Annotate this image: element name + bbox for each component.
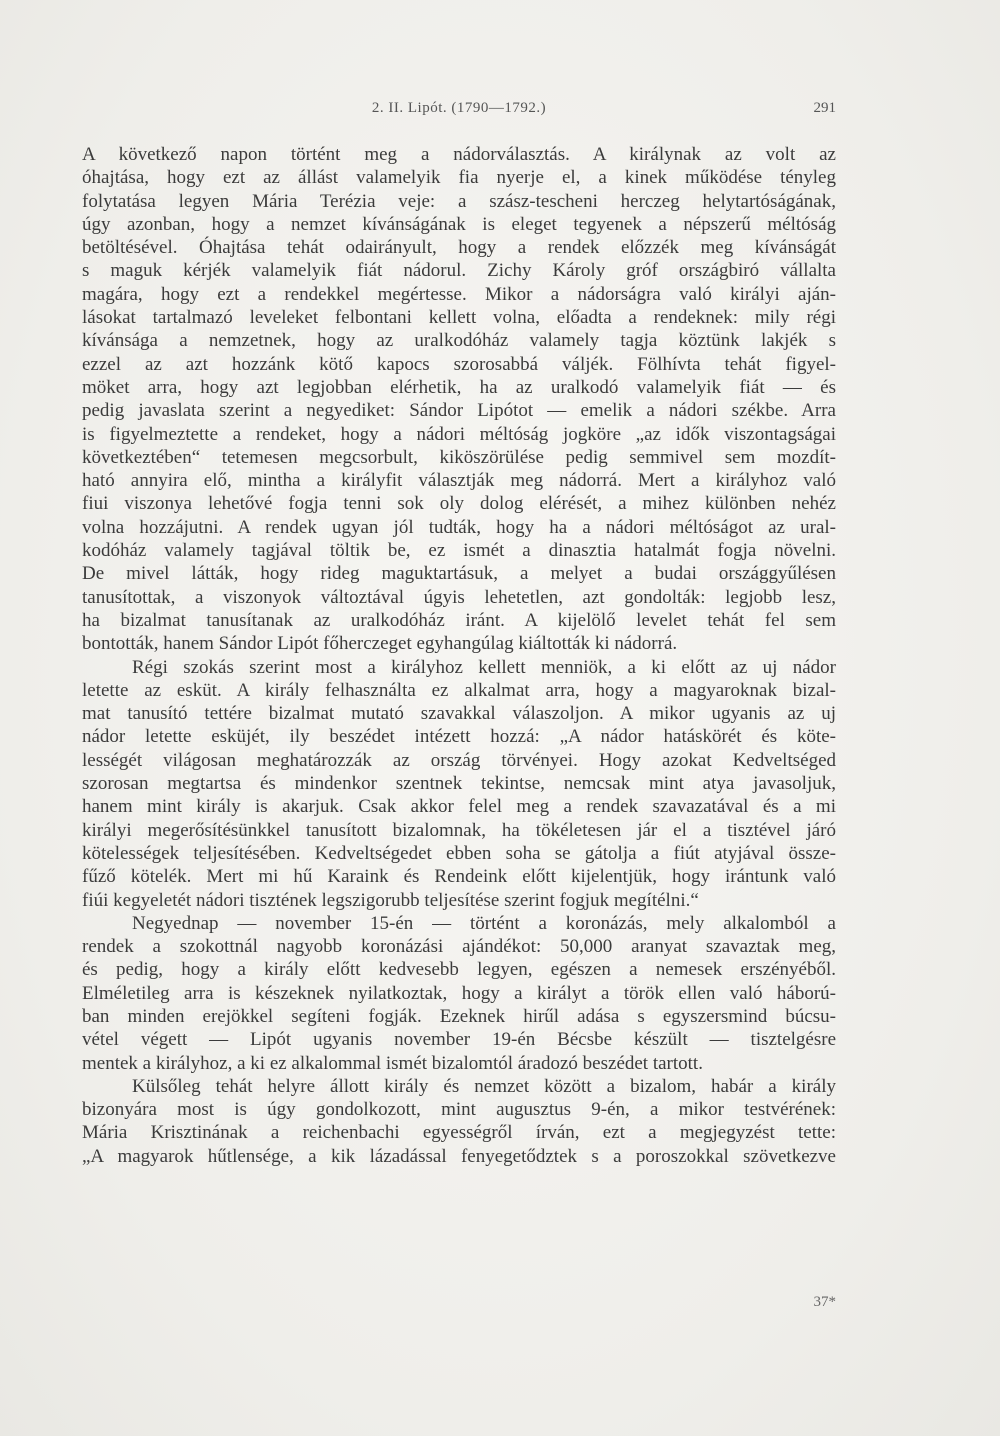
text-line: s maguk kérjék valamelyik fiát nádorul. Zichy Károly gróf országbiró vállalta	[82, 260, 836, 282]
text-line: fiui viszonya lehetővé fogja tenni sok oly dolog elérését, a mihez különben nehéz	[82, 493, 836, 515]
text-line: szorosan megtartsa és mindenkor szentnek tekintse, nemcsak mint atya javasoljuk,	[82, 773, 836, 795]
text-line: magára, hogy ezt a rendekkel megértesse. Mikor a nádorságra való királyi aján-	[82, 283, 836, 305]
text-line: kívánsága a nemzetnek, hogy az uralkodóház valamely tagja köztünk lakjék s	[82, 330, 836, 352]
text-line: pedig javaslata szerint a negyediket: Sándor Lipótot — emelik a nádori székbe. Arra	[82, 400, 836, 422]
text-line: Mária Krisztinának a reichenbachi egyességről írván, ezt a megjegyzést tette:	[82, 1122, 836, 1144]
text-line: rendek a szokottnál nagyobb koronázási ajándékot: 50,000 aranyat szavaztak meg,	[82, 936, 836, 958]
text-line: mentek a királyhoz, a ki ez alkalommal ismét bizalomtól áradozó beszédet tartott.	[82, 1052, 703, 1074]
text-line: ezzel az azt hozzánk kötő kapocs szorosabbá váljék. Fölhívta tehát figyel-	[82, 353, 836, 375]
text-line: ban minden erejökkel segíteni fogják. Ezeknek hirűl adása s egyszersmind búcsu-	[82, 1005, 836, 1027]
text-line: hanem mint király is akarjuk. Csak akkor felel meg a rendek szavazatával és a mi	[82, 796, 836, 818]
page-header	[82, 100, 836, 124]
text-line: nádor letette esküjét, ily beszédet intézett hozzá: „A nádor hatáskörét és köte-	[82, 726, 836, 748]
text-line: kötelességek teljesítésében. Kedveltségedet ebben soha se gátolja a fiút atyjával össze-	[82, 842, 836, 864]
page-number: 291	[813, 100, 836, 116]
body-text	[82, 143, 836, 1168]
paragraph	[82, 656, 836, 912]
text-line: Negyednap — november 15-én — történt a koronázás, mely alkalomból a	[132, 912, 836, 934]
text-line: következtében“ tetemesen megcsorbult, kiköszörülése pedig semmivel sem mozdít-	[82, 446, 836, 468]
text-line: is figyelmeztette a rendeket, hogy a nádori méltóság jogköre „az idők viszontagságai	[82, 423, 836, 445]
text-line: volna hozzájutni. A rendek ugyan jól tudták, hogy ha a nádori méltóságot az ural-	[82, 516, 836, 538]
text-line: kodóház valamely tagjával töltik be, ez ismét a dinasztia hatalmát fogja növelni.	[82, 540, 836, 562]
text-line: tanusítottak, a viszonyok változtával úgyis lehetetlen, azt gondolták: legjobb lesz,	[82, 586, 836, 608]
text-line: lásokat tartalmazó leveleket felbontani kellett volna, előadta a rendeknek: mily régi	[82, 307, 836, 329]
running-title: 2. II. Lipót. (1790—1792.)	[371, 100, 547, 116]
text-line: és pedig, hogy a király előtt kedvesebb legyen, egészen a nemesek erszényéből.	[82, 959, 836, 981]
text-line: mat tanusító tettére bizalmat mutató szavakkal válaszoljon. A mikor ugyanis az uj	[82, 703, 836, 725]
text-line: bontották, hanem Sándor Lipót főherczeget egyhangúlag kiáltották ki nádorrá.	[82, 633, 678, 655]
text-line: királyi megerősítésünkkel tanusított bizalomnak, ha tökéletesen jár el a tisztével járó	[82, 819, 836, 841]
text-line: vétel végett — Lipót ugyanis november 19-én Bécsbe készült — tisztelgésre	[82, 1029, 836, 1051]
text-line: úgy azonban, hogy a nemzet kívánságának is eleget tegyenek a népszerű méltóság	[82, 213, 836, 235]
text-line: betöltésével. Óhajtása tehát odairányult, hogy a rendek előzzék meg kívánságát	[82, 237, 836, 259]
text-line: Régi szokás szerint most a királyhoz kellett menniök, a ki előtt az uj nádor	[132, 656, 836, 678]
paragraph	[82, 1075, 836, 1168]
text-line: bizonyára most is úgy gondolkozott, mint augusztus 9-én, a mikor testvérének:	[82, 1099, 836, 1121]
text-line: möket arra, hogy azt legjobban elérhetik, ha az uralkodó valamelyik fiát — és	[82, 376, 836, 398]
text-line: A következő napon történt meg a nádorválasztás. A királynak az volt az	[82, 144, 836, 165]
paragraph	[82, 912, 836, 1075]
paragraph	[82, 143, 836, 656]
text-line: folytatása legyen Mária Terézia veje: a szász-tescheni herczeg helytartóságának,	[82, 190, 836, 212]
text-line: ható annyira elő, mintha a királyfit választják meg nádorrá. Mert a királyhoz való	[82, 470, 836, 492]
text-line: „A magyarok hűtlensége, a kik lázadással fenyegetődztek s a poroszokkal szövetkezve	[82, 1145, 836, 1167]
text-line: fűző kötelék. Mert mi hű Karaink és Rendeink előtt kijelentjük, hogy irántunk való	[82, 866, 836, 888]
text-line: ha bizalmat tanusítanak az uralkodóház iránt. A kijelölő levelet tehát fel sem	[82, 609, 836, 631]
text-line: De mivel látták, hogy rideg maguktartásuk, a melyet a budai országgyűlésen	[82, 563, 836, 585]
text-line: Külsőleg tehát helyre állott király és nemzet között a bizalom, habár a király	[132, 1075, 836, 1097]
text-line: Elméletileg arra is készeknek nyilatkoztak, hogy a királyt a török ellen való háború-	[82, 982, 836, 1004]
text-line: letette az esküt. A király felhasználta ez alkalmat arra, hogy a magyaroknak bizal-	[82, 679, 836, 701]
text-line: lességét világosan meghatározzák az ország törvényei. Hogy azokat Kedveltséged	[82, 749, 836, 771]
text-line: fiúi kegyeletét nádori tisztének legszigorubb teljesítése szerint fogjuk megítélni.“	[82, 889, 699, 911]
text-line: óhajtása, hogy ezt az állást valamelyik fia nyerje el, a kinek működése tényleg	[82, 167, 836, 189]
signature-mark: 37*	[813, 1294, 836, 1310]
